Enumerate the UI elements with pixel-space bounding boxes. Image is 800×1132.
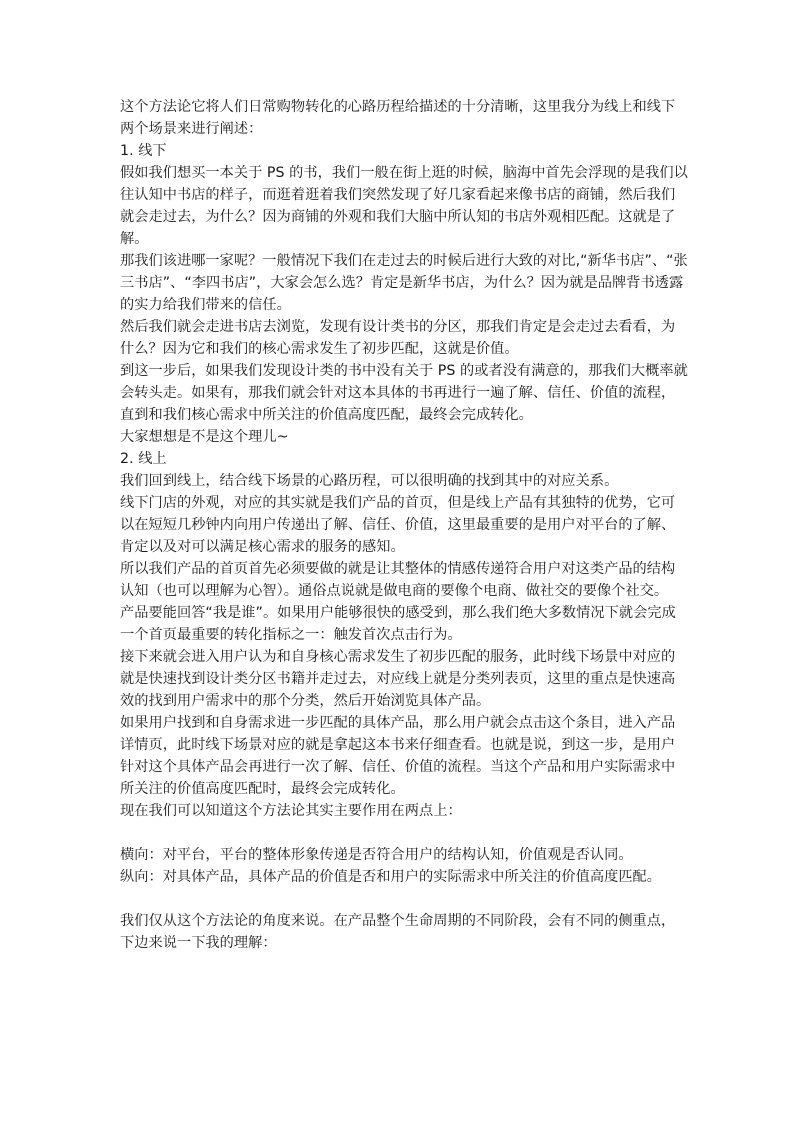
text-line: 现在我们可以知道这个方法论其实主要作用在两点上： xyxy=(120,803,462,819)
text-line: 我们仅从这个方法论的角度来说。在产品整个生命周期的不同阶段，会有不同的侧重点， xyxy=(120,913,676,929)
text-line: 的实力给我们带来的信任。 xyxy=(120,297,291,313)
text-line: 详情页，此时线下场景对应的就是拿起这本书来仔细查看。也就是说，到这一步，是用户 xyxy=(120,737,676,753)
text-line: 针对这个具体产品会再进行一次了解、信任、价值的流程。当这个产品和用户实际需求中 xyxy=(120,759,676,775)
text-line: 一个首页最重要的转化指标之一：触发首次点击行为。 xyxy=(120,627,462,643)
text-line: 产品要能回答“我是谁”。如果用户能够很快的感受到，那么我们绝大多数情况下就会完成 xyxy=(120,605,676,621)
text-line: 这个方法论它将人们日常购物转化的心路历程给描述的十分清晰，这里我分为线上和线下 xyxy=(120,99,676,115)
text-line: 到这一步后，如果我们发现设计类的书中没有关于 PS 的或者没有满意的，那我们大概率就 xyxy=(120,363,688,379)
text-line: 线下门店的外观，对应的其实就是我们产品的首页，但是线上产品有其独特的优势，它可 xyxy=(120,495,676,511)
section-heading-offline: 1. 线下 xyxy=(120,143,167,159)
text-line: 会转头走。如果有，那我们就会针对这本具体的书再进行一遍了解、信任、价值的流程， xyxy=(120,385,676,401)
text-line: 直到和我们核心需求中所关注的价值高度匹配，最终会完成转化。 xyxy=(120,407,533,423)
text-line: 就是快速找到设计类分区书籍并走过去，对应线上就是分类列表页，这里的重点是快速高 xyxy=(120,671,676,687)
text-line: 效的找到用户需求中的那个分类，然后开始浏览具体产品。 xyxy=(120,693,491,709)
text-line: 以在短短几秒钟内向用户传递出了解、信任、价值，这里最重要的是用户对平台的了解、 xyxy=(120,517,676,533)
text-line: 所关注的价值高度匹配时，最终会完成转化。 xyxy=(120,781,405,797)
text-line: 往认知中书店的样子，而逛着逛着我们突然发现了好几家看起来像书店的商铺，然后我们 xyxy=(120,187,676,203)
text-line-horizontal: 横向：对平台，平台的整体形象传递是否符合用户的结构认知，价值观是否认同。 xyxy=(120,847,633,863)
text-line: 我们回到线上，结合线下场景的心路历程，可以很明确的找到其中的对应关系。 xyxy=(120,473,619,489)
text-line: 那我们该进哪一家呢？一般情况下我们在走过去的时候后进行大致的对比,“新华书店”、“张 xyxy=(120,253,688,269)
text-line: 接下来就会进入用户认为和自身核心需求发生了初步匹配的服务，此时线下场景中对应的 xyxy=(120,649,676,665)
text-line: 什么？因为它和我们的核心需求发生了初步匹配，这就是价值。 xyxy=(120,341,519,357)
text-line: 认知（也可以理解为心智）。通俗点说就是做电商的要像个电商、做社交的要像个社交。 xyxy=(120,583,669,599)
text-line: 所以我们产品的首页首先必须要做的就是让其整体的情感传递符合用户对这类产品的结构 xyxy=(120,561,676,577)
text-line: 就会走过去，为什么？因为商铺的外观和我们大脑中所认知的书店外观相匹配。这就是了 xyxy=(120,209,676,225)
text-line: 如果用户找到和自身需求进一步匹配的具体产品，那么用户就会点击这个条目，进入产品 xyxy=(120,715,676,731)
text-line: 三书店”、“李四书店”，大家会怎么选？肯定是新华书店，为什么？因为就是品牌背书透露 xyxy=(120,275,684,291)
blank-line xyxy=(120,888,686,910)
blank-line xyxy=(120,822,686,844)
section-heading-online: 2. 线上 xyxy=(120,451,167,467)
text-line: 假如我们想买一本关于 PS 的书，我们一般在街上逛的时候，脑海中首先会浮现的是我们以 xyxy=(120,165,688,181)
text-line: 解。 xyxy=(120,231,149,247)
text-line: 然后我们就会走进书店去浏览，发现有设计类书的分区，那我们肯定是会走过去看看，为 xyxy=(120,319,676,335)
text-line: 两个场景来进行阐述： xyxy=(120,121,263,137)
document-body xyxy=(120,96,686,954)
text-line-vertical: 纵向：对具体产品，具体产品的价值是否和用户的实际需求中所关注的价值高度匹配。 xyxy=(120,869,662,885)
text-line: 大家想想是不是这个理儿~ xyxy=(120,429,289,445)
text-line: 肯定以及对可以满足核心需求的服务的感知。 xyxy=(120,539,405,555)
text-line: 下边来说一下我的理解： xyxy=(120,935,277,951)
